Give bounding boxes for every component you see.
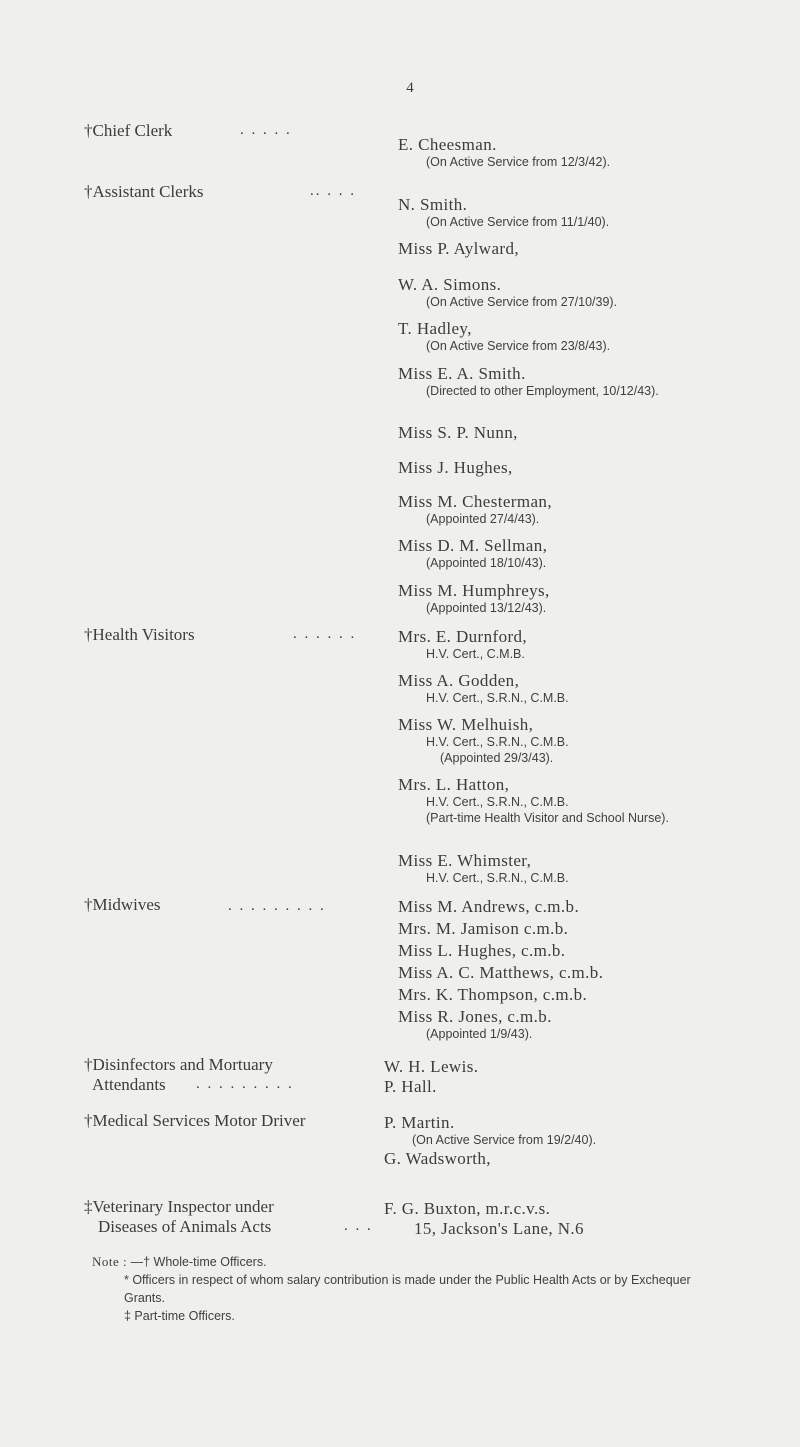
- staff-name: Miss W. Melhuish,: [398, 715, 534, 734]
- staff-name: Mrs. L. Hatton,: [398, 775, 510, 794]
- staff-name: Miss M. Chesterman,: [398, 492, 552, 511]
- staff-name: Miss S. P. Nunn,: [398, 423, 518, 442]
- staff-name: E. Cheesman.: [398, 135, 497, 154]
- leader-dots: . . . . . . . . .: [228, 898, 326, 914]
- footnote-text: —† Whole-time Officers.: [130, 1255, 267, 1269]
- staff-name: Miss E. Whimster,: [398, 851, 532, 870]
- staff-note: H.V. Cert., S.R.N., C.M.B.: [426, 735, 569, 749]
- staff-name: F. G. Buxton, m.r.c.v.s.: [384, 1199, 551, 1218]
- staff-name: Mrs. M. Jamison c.m.b.: [398, 919, 569, 938]
- staff-note: (On Active Service from 19/2/40).: [412, 1133, 597, 1147]
- staff-name: P. Martin.: [384, 1113, 455, 1132]
- role-motor-driver: [84, 1110, 305, 1131]
- role-label: ‡Veterinary Inspector under: [84, 1197, 274, 1216]
- staff-name: Miss E. A. Smith.: [398, 364, 526, 383]
- footnote-salary-contribution: [92, 1271, 728, 1307]
- leader-dots: . . .: [344, 1218, 373, 1234]
- leader-dots: . . . . . . . . .: [196, 1076, 294, 1092]
- staff-name: Miss L. Hughes, c.m.b.: [398, 941, 566, 960]
- staff-name: Mrs. E. Durnford,: [398, 627, 528, 646]
- staff-note: (Directed to other Employment, 10/12/43).: [426, 384, 659, 398]
- staff-name: Miss A. Godden,: [398, 671, 520, 690]
- role-label: †Disinfectors and Mortuary: [84, 1055, 273, 1074]
- role-veterinary-inspector: [84, 1196, 274, 1217]
- staff-note: (On Active Service from 27/10/39).: [426, 295, 618, 309]
- role-disinfectors: [84, 1054, 273, 1075]
- role-label: †Medical Services Motor Driver: [84, 1111, 306, 1130]
- role-chief-clerk: [84, 120, 172, 141]
- staff-name: T. Hadley,: [398, 319, 472, 338]
- staff-name: Miss D. M. Sellman,: [398, 536, 548, 555]
- staff-name: Miss R. Jones, c.m.b.: [398, 1007, 552, 1026]
- staff-name: Mrs. K. Thompson, c.m.b.: [398, 985, 588, 1004]
- staff-note: (Appointed 29/3/43).: [440, 751, 554, 765]
- staff-note: (Appointed 27/4/43).: [426, 512, 540, 526]
- role-disinfectors-line2: [92, 1074, 166, 1095]
- role-label: †Chief Clerk: [84, 121, 173, 140]
- role-label: †Midwives: [84, 895, 161, 914]
- footnote-whole-time: [92, 1253, 742, 1271]
- role-label: †Assistant Clerks: [84, 182, 204, 201]
- role-label: †Health Visitors: [84, 625, 195, 644]
- staff-note: H.V. Cert., S.R.N., C.M.B.: [426, 691, 569, 705]
- role-midwives: [84, 894, 161, 915]
- staff-address: 15, Jackson's Lane, N.6: [414, 1219, 584, 1238]
- leader-dots: .. . . .: [310, 183, 356, 199]
- footnote-label: Note :: [92, 1254, 128, 1269]
- leader-dots: . . . . .: [240, 122, 292, 138]
- footnote-text: * Officers in respect of whom salary contribution is made under the Public Health Acts or by Exchequer Grants.: [124, 1273, 691, 1305]
- staff-name: W. H. Lewis.: [384, 1057, 479, 1076]
- role-label: Attendants: [92, 1075, 166, 1094]
- staff-name: G. Wadsworth,: [384, 1149, 491, 1168]
- role-health-visitors: [84, 624, 195, 645]
- staff-name: Miss M. Andrews, c.m.b.: [398, 897, 580, 916]
- staff-name: Miss M. Humphreys,: [398, 581, 550, 600]
- staff-note: (Appointed 13/12/43).: [426, 601, 547, 615]
- staff-note: H.V. Cert., S.R.N., C.M.B.: [426, 795, 569, 809]
- role-assistant-clerks: [84, 181, 203, 202]
- footnotes: [92, 1253, 742, 1325]
- staff-name: N. Smith.: [398, 195, 468, 214]
- staff-note: (On Active Service from 23/8/43).: [426, 339, 611, 353]
- staff-note: H.V. Cert., C.M.B.: [426, 647, 525, 661]
- staff-note: (On Active Service from 11/1/40).: [426, 215, 610, 229]
- staff-name: Miss J. Hughes,: [398, 458, 513, 477]
- page-number: 4: [406, 80, 414, 96]
- role-veterinary-inspector-line2: [98, 1216, 271, 1237]
- staff-name: Miss P. Aylward,: [398, 239, 520, 258]
- staff-note: (Appointed 1/9/43).: [426, 1027, 533, 1041]
- staff-note: (Appointed 18/10/43).: [426, 556, 547, 570]
- staff-note: (On Active Service from 12/3/42).: [426, 155, 611, 169]
- staff-name: Miss A. C. Matthews, c.m.b.: [398, 963, 604, 982]
- role-label: Diseases of Animals Acts: [98, 1217, 272, 1236]
- staff-name: P. Hall.: [384, 1077, 437, 1096]
- footnote-part-time: [92, 1307, 742, 1325]
- footnote-text: ‡ Part-time Officers.: [124, 1309, 235, 1323]
- staff-name: W. A. Simons.: [398, 275, 502, 294]
- staff-note: (Part-time Health Visitor and School Nurse).: [426, 811, 669, 825]
- leader-dots: . . . . . .: [293, 626, 357, 642]
- staff-note: H.V. Cert., S.R.N., C.M.B.: [426, 871, 569, 885]
